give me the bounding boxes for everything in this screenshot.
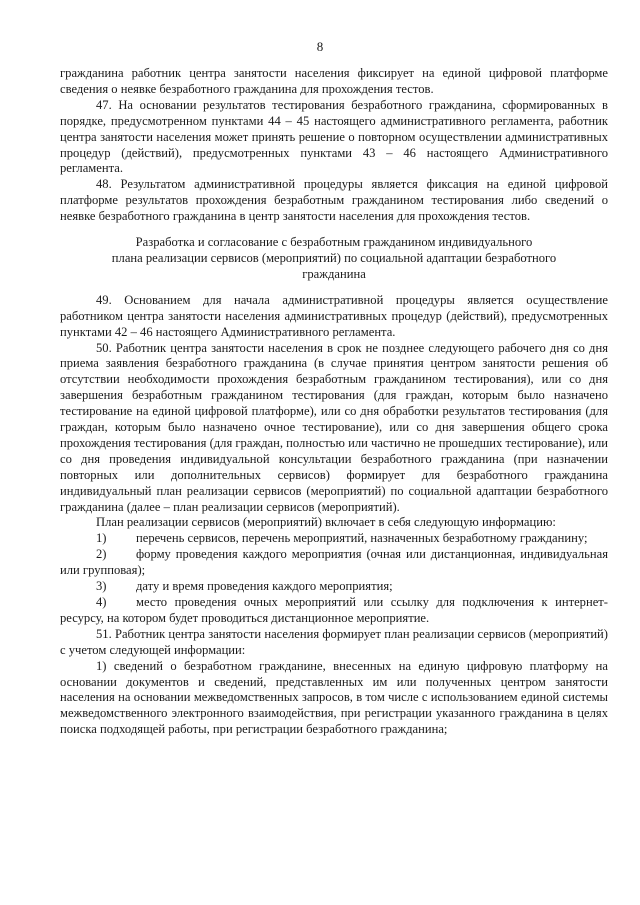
list-item-number: 1) (96, 531, 107, 546)
paragraph-49: 49. Основанием для начала административной процедуры является осуществление работником центра занятости населения административных процедур (действий), предусмотренных пунктами 42 – 46 настоящего Административного регламента. (60, 292, 608, 339)
list-item-text: перечень сервисов, перечень мероприятий, назначенных безработному гражданину; (136, 531, 588, 546)
list-item (60, 595, 608, 627)
paragraph-51-item-1: 1) сведений о безработном гражданине, внесенных на единую цифровую платформу на основании документов и сведений, представленных им или полученных центром занятости населения на основании межведомственных запросов, в том числе с использованием единой системы межведомственного электронного взаимодействия, при регистрации указанного гражданина в целях поиска подходящей работы, при регистрации безработного гражданина; (60, 658, 608, 737)
list-item (60, 579, 608, 595)
list-item-text: дату и время проведения каждого мероприятия; (136, 579, 393, 594)
list-item (60, 547, 608, 579)
list-item-number: 3) (96, 579, 107, 594)
list-item-text: форму проведения каждого мероприятия (очная или дистанционная, индивидуальная или групповая); (60, 547, 608, 578)
document-body (60, 66, 608, 738)
list-item-number: 2) (96, 547, 107, 562)
page-number: 8 (316, 39, 324, 54)
heading-line-2: плана реализации сервисов (мероприятий) по социальной адаптации безработного (111, 250, 557, 265)
heading-line-3: гражданина (302, 266, 366, 281)
section-heading (60, 235, 608, 283)
heading-line-1: Разработка и согласование с безработным гражданином индивидуального (135, 235, 533, 250)
list-item-text: место проведения очных мероприятий или ссылку для подключения к интернет-ресурсу, на котором будет проводиться дистанционное мероприятие. (60, 595, 608, 625)
list-item-number: 4) (96, 595, 107, 609)
paragraph-plan-info: План реализации сервисов (мероприятий) включает в себя следующую информацию: (96, 515, 556, 530)
paragraph-continuation: гражданина работник центра занятости населения фиксирует на единой цифровой платформе сведения о неявке безработного гражданина для прохождения тестов. (60, 66, 608, 96)
paragraph-50: 50. Работник центра занятости населения в срок не позднее следующего рабочего дня со дня приема заявления безработного гражданина (в случае принятия центром занятости решения об отсутствии необходимости прохождения безработным гражданином тестирования), или со дня завершения безработным гражданином тестирования (для граждан, которым было назначено тестирование на единой цифровой платформе), или со дня обработки результатов тестирования (для граждан, которым было назначено очное тестирование), или со дня завершения общего срока прохождения тестирования (для граждан, полностью или частично не прошедших тестирование), или со дня проведения индивидуальной консультации безработного гражданина (при назначении повторных или дополнительных сервисов) формирует для безработного гражданина индивидуальный план реализации сервисов (мероприятий) по социальной адаптации безработного гражданина (далее – план реализации сервисов (мероприятий). (60, 340, 609, 514)
paragraph-48: 48. Результатом административной процедуры является фиксация на единой цифровой платформе результатов прохождения безработным гражданином тестирования либо сведений о неявке безработного гражданина в центр занятости населения для прохождения тестов. (60, 177, 608, 224)
paragraph-51: 51. Работник центра занятости населения формирует план реализации сервисов (мероприятий) с учетом следующей информации: (60, 626, 608, 657)
paragraph-47: 47. На основании результатов тестирования безработного гражданина, сформированных в порядке, предусмотренном пунктами 44 – 45 настоящего административного регламента, работник центра занятости населения может принять решение о повторном осуществлении административных процедур (действий), предусмотренных пунктами 43 – 46 настоящего Административного регламента. (60, 97, 608, 176)
list-item (60, 531, 608, 547)
